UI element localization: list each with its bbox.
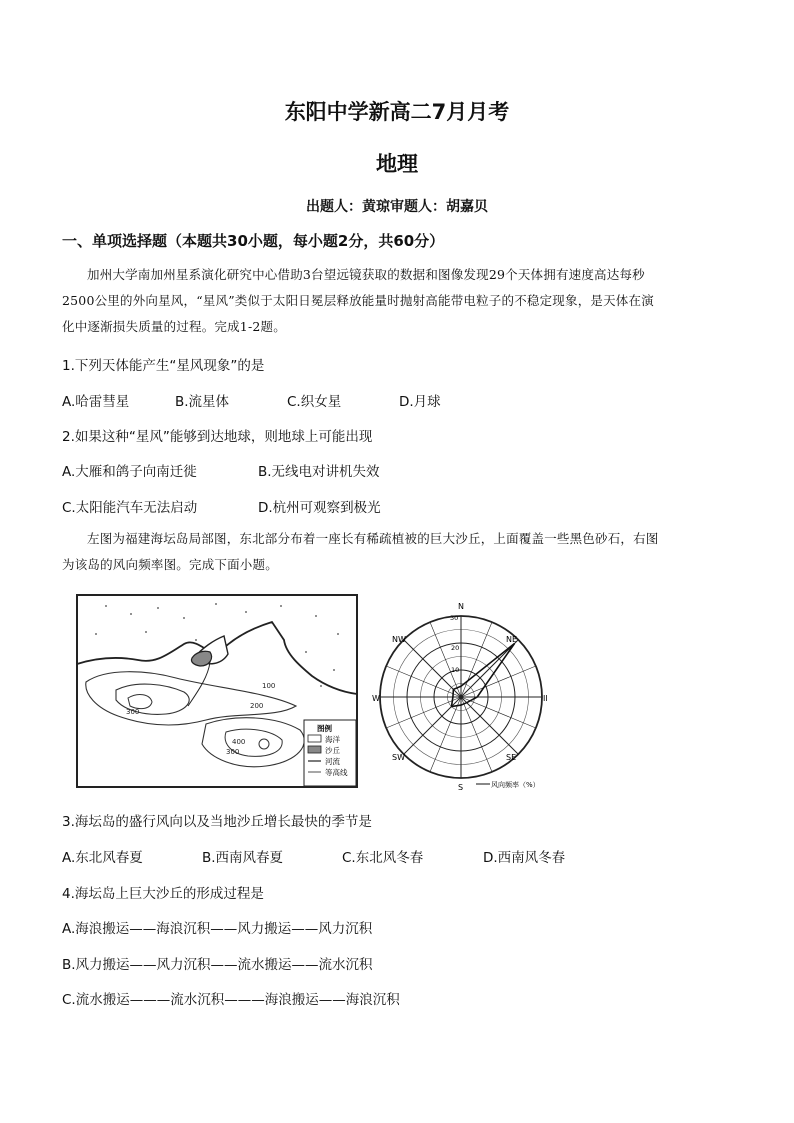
question-1-option-d: D.月球 [399, 394, 441, 410]
question-4-option-b: B.风力搬运——风力沉积——流水搬运——流水沉积 [62, 957, 373, 973]
question-1-stem: 1.下列天体能产生“星风现象”的是 [62, 358, 265, 374]
contour-label: 100 [262, 682, 276, 690]
contour-label: 200 [250, 702, 264, 710]
direction-label-ne: NE [506, 635, 518, 644]
direction-label-nw: NW [392, 635, 406, 644]
scale-label-10: 10 [451, 666, 460, 674]
legend-label-river: 河流 [325, 757, 340, 766]
question-4-option-a: A.海浪搬运——海浪沉积——风力搬运——风力沉积 [62, 921, 373, 937]
question-2-option-a: A.大雁和鸽子向南迁徙 [62, 464, 197, 480]
section-heading: 一、单项选择题（本题共30小题，每小题2分，共60分） [62, 232, 445, 250]
passage-2-line-2: 为该岛的风向频率图。完成下面小题。 [62, 557, 278, 572]
direction-label-n: N [458, 602, 464, 611]
haitan-island-map [76, 594, 358, 788]
map-legend [304, 720, 356, 786]
question-4-stem: 4.海坛岛上巨大沙丘的形成过程是 [62, 886, 264, 902]
rose-spoke [461, 697, 518, 754]
contour-label: 400 [232, 738, 246, 746]
passage-1-line-1: 加州大学南加州星系演化研究中心借助3台望远镜获取的数据和图像发现29个天体拥有速度高达每秒 [87, 267, 645, 282]
legend-label-contour: 等高线 [325, 768, 348, 777]
passage-2 [62, 526, 727, 578]
direction-label-e: II [543, 694, 548, 703]
legend-label-sea: 海洋 [325, 735, 340, 744]
direction-label-s: S [458, 783, 464, 792]
direction-label-sw: SW [392, 753, 405, 762]
question-2-stem: 2.如果这种“星风”能够到达地球，则地球上可能出现 [62, 429, 373, 445]
passage-1-line-3: 化中逐渐损失质量的过程。完成1-2题。 [62, 319, 286, 334]
scale-label-20: 20 [451, 644, 460, 652]
rose-caption: 风向频率（%） [491, 781, 540, 789]
question-1-option-c: C.织女星 [287, 394, 342, 410]
question-2-option-d: D.杭州可观察到极光 [258, 500, 381, 516]
direction-label-w: W [372, 694, 380, 703]
contour-label: 300 [126, 708, 140, 716]
exam-subject: 地理 [376, 152, 418, 176]
question-3-option-a: A.东北风春夏 [62, 850, 143, 866]
direction-label-se: SE [506, 753, 517, 762]
contour-label: 300 [226, 748, 240, 756]
passage-1-line-2: 2500公里的外向星风，“星风”类似于太阳日冕层释放能量时抛射高能带电粒子的不稳定现象，是天体在演 [62, 293, 654, 308]
question-2-option-b: B.无线电对讲机失效 [258, 464, 380, 480]
legend-label-dune: 沙丘 [325, 746, 340, 755]
question-4-option-c: C.流水搬运———流水沉积———海浪搬运——海浪沉积 [62, 992, 400, 1008]
question-1-option-b: B.流星体 [175, 394, 230, 410]
passage-1 [62, 262, 727, 340]
wind-rose-chart [366, 600, 586, 794]
passage-2-line-1: 左图为福建海坛岛局部图，东北部分布着一座长有稀疏植被的巨大沙丘，上面覆盖一些黑色砂石，右图 [87, 531, 659, 546]
exam-authors: 出题人：黄琼审题人：胡嘉贝 [306, 199, 488, 215]
question-3-option-b: B.西南风春夏 [202, 850, 284, 866]
scale-label-30: 30 [450, 614, 459, 622]
legend-title: 图例 [317, 724, 332, 733]
question-1-option-a: A.哈雷彗星 [62, 394, 130, 410]
question-3-option-c: C.东北风冬春 [342, 850, 424, 866]
question-2-option-c: C.太阳能汽车无法启动 [62, 500, 198, 516]
question-3-option-d: D.西南风冬春 [483, 850, 566, 866]
question-3-stem: 3.海坛岛的盛行风向以及当地沙丘增长最快的季节是 [62, 814, 372, 830]
exam-title: 东阳中学新高二7月月考 [284, 100, 510, 124]
